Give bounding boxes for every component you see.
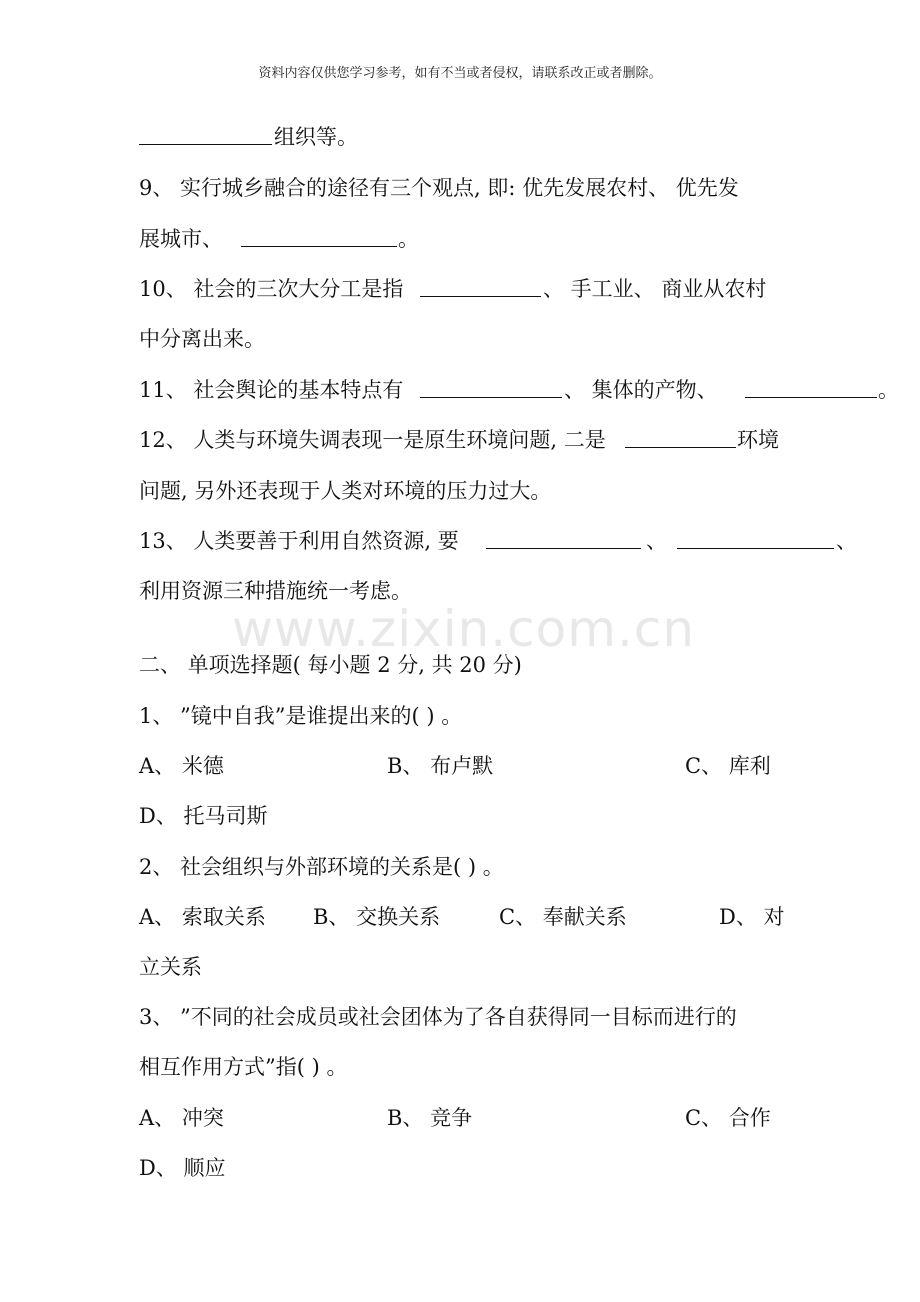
header-note: 资料内容仅供您学习参考，如有不当或者侵权，请联系改正或者删除。 bbox=[258, 66, 662, 81]
question-text: 环境 bbox=[737, 428, 779, 452]
question-text: 利用资源三种措施统一考虑。 bbox=[139, 579, 412, 603]
option-b: B、 竞争 bbox=[387, 1106, 473, 1130]
option-d-continued: 立关系 bbox=[139, 955, 202, 979]
option-a: A、 索取关系 bbox=[139, 905, 266, 929]
question-text: 1、 ”镜中自我”是谁提出来的( ) 。 bbox=[139, 704, 463, 728]
option-a: A、 冲突 bbox=[139, 1106, 224, 1130]
answer-blank bbox=[745, 375, 877, 398]
question-text: 11、 社会舆论的基本特点有 bbox=[139, 378, 404, 402]
answer-blank bbox=[241, 224, 397, 247]
line-text: 组织等。 bbox=[274, 125, 358, 149]
answer-blank bbox=[486, 526, 641, 549]
question-text: 2、 社会组织与外部环境的关系是( ) 。 bbox=[139, 855, 504, 879]
question-text: 展城市、 bbox=[139, 227, 223, 251]
option-c: C、 库利 bbox=[685, 754, 771, 778]
option-b: B、 布卢默 bbox=[387, 754, 494, 778]
question-text: 9、 实行城乡融合的途径有三个观点, 即: 优先发展农村、 优先发 bbox=[139, 176, 739, 200]
question-text: 12、 人类与环境失调表现一是原生环境问题, 二是 bbox=[139, 428, 606, 452]
section-heading: 二、 单项选择题( 每小题 2 分, 共 20 分) bbox=[139, 653, 522, 677]
answer-blank bbox=[677, 526, 834, 549]
question-text: 、 bbox=[836, 529, 857, 553]
option-d: D、 托马司斯 bbox=[139, 804, 268, 828]
option-c: C、 合作 bbox=[685, 1106, 771, 1130]
question-text: 相互作用方式”指( ) 。 bbox=[139, 1055, 348, 1079]
question-text: 、 bbox=[646, 529, 667, 553]
question-text: 、 手工业、 商业从农村 bbox=[543, 277, 767, 301]
answer-blank bbox=[420, 274, 541, 297]
question-text: 。 bbox=[878, 378, 899, 402]
question-text: 中分离出来。 bbox=[139, 327, 265, 351]
option-c: C、 奉献关系 bbox=[499, 905, 627, 929]
option-d: D、 顺应 bbox=[139, 1156, 226, 1180]
answer-blank bbox=[139, 122, 272, 145]
answer-blank bbox=[420, 375, 562, 398]
question-text: 3、 ”不同的社会成员或社会团体为了各自获得同一目标而进行的 bbox=[139, 1005, 737, 1029]
option-d: D、 对 bbox=[719, 905, 785, 929]
answer-blank bbox=[625, 425, 736, 448]
option-a: A、 米德 bbox=[139, 754, 224, 778]
question-text: 。 bbox=[398, 227, 419, 251]
watermark: www.zixin.com.cn bbox=[232, 600, 696, 658]
question-text: 13、 人类要善于利用自然资源, 要 bbox=[139, 529, 459, 553]
option-b: B、 交换关系 bbox=[313, 905, 441, 929]
question-text: 、 集体的产物、 bbox=[564, 378, 718, 402]
question-text: 问题, 另外还表现于人类对环境的压力过大。 bbox=[139, 479, 552, 503]
question-text: 10、 社会的三次大分工是指 bbox=[139, 277, 404, 301]
